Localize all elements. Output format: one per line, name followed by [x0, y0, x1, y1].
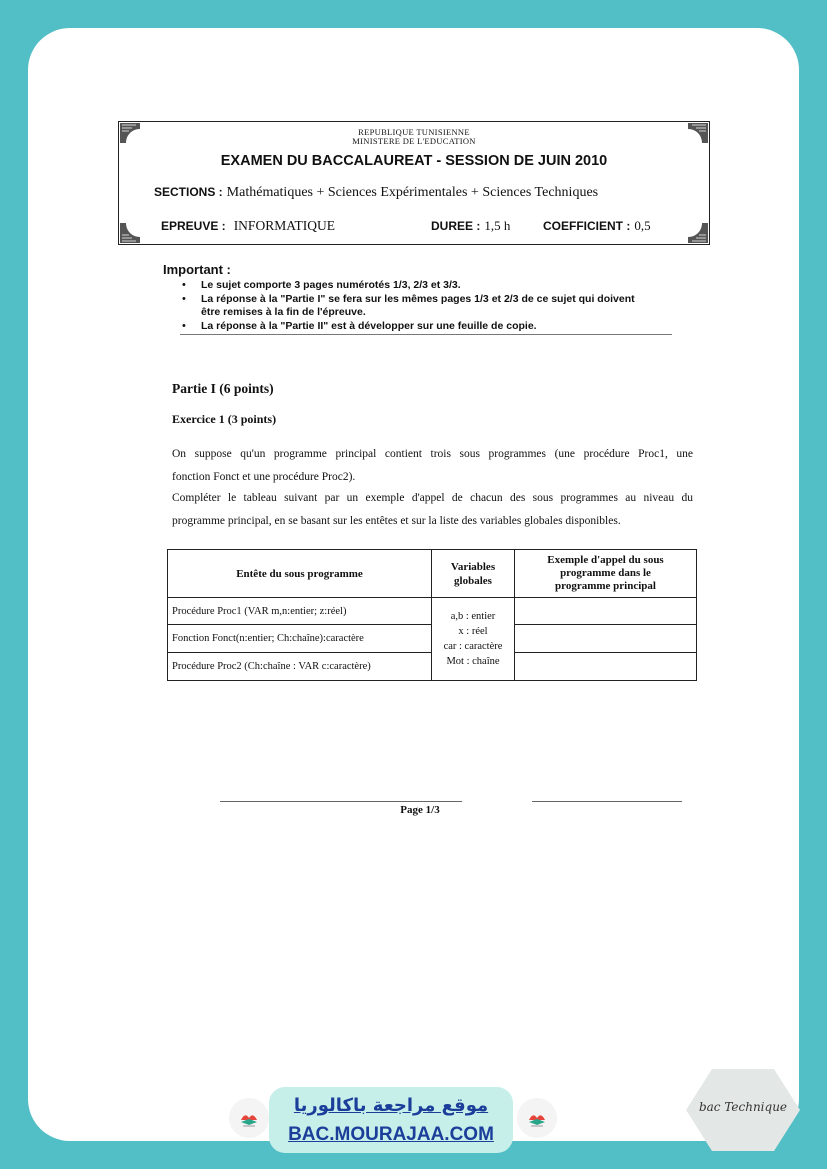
footer-rule-left [220, 801, 462, 802]
table-header-row [168, 550, 697, 598]
exam-title: EXAMEN DU BACCALAUREAT - SESSION DE JUIN 2010 [220, 153, 608, 169]
entete-cell: Fonction Fonct(n:entier; Ch:chaîne):caractère [168, 625, 432, 653]
paragraph-line: fonction Fonct et une procédure Proc2). [172, 471, 356, 483]
answer-cell[interactable] [515, 598, 697, 625]
corner-ornament-icon [120, 223, 140, 243]
header-line: globales [454, 574, 492, 587]
badge-text: bac Technique [698, 1100, 788, 1114]
paragraph-line: Compléter le tableau suivant par un exemple d'appel de chacun des sous programmes au niveau du [172, 492, 693, 504]
bullet-dot: • [182, 279, 186, 291]
variable-line: a,b : entier [450, 611, 496, 622]
table-row [168, 598, 697, 625]
duree-value: 1,5 h [484, 218, 511, 233]
exercice-title: Exercice 1 (3 points) [172, 412, 277, 426]
important-title: Important : [163, 262, 231, 277]
important-item: Le sujet comporte 3 pages numérotés 1/3, 2/3 et 3/3. [201, 279, 461, 291]
site-banner[interactable] [269, 1087, 513, 1153]
header-line: programme dans le [560, 567, 651, 579]
important-item: La réponse à la "Partie I" se fera sur les mêmes pages 1/3 et 2/3 de ce sujet qui doivent [201, 293, 635, 305]
variable-line: car : caractère [443, 641, 503, 652]
sections-label: SECTIONS : [154, 185, 223, 199]
logo-left [229, 1098, 269, 1138]
paragraph-line: programme principal, en se basant sur les entêtes et sur la liste des variables globales disponibles. [172, 515, 621, 527]
coefficient-line [543, 217, 651, 235]
important-item-continuation: être remises à la fin de l'épreuve. [201, 306, 366, 318]
answer-cell[interactable] [515, 625, 697, 653]
header-line: programme principal [555, 580, 656, 592]
sections-value: Mathématiques + Sciences Expérimentales + Sciences Techniques [226, 185, 599, 200]
variable-line: x : réel [458, 626, 488, 637]
header-line: Exemple d'appel du sous [547, 554, 664, 566]
answer-cell[interactable] [515, 653, 697, 681]
exam-header-box [118, 121, 710, 245]
bullet-dot: • [182, 320, 186, 332]
page-number: Page 1/3 [400, 804, 440, 816]
epreuve-line [161, 217, 335, 235]
ministry-label: MINISTERE DE L'EDUCATION [352, 136, 476, 146]
paragraph-line: On suppose qu'un programme principal contient trois sous programmes (une procédure Proc1, une [172, 448, 693, 460]
entete-cell: Procédure Proc1 (VAR m,n:entier; z:réel) [168, 598, 432, 625]
duree-label: DUREE : [431, 219, 481, 233]
variable-line: Mot : chaîne [446, 656, 500, 667]
republic-label: REPUBLIQUE TUNISIENNE [358, 127, 470, 137]
book-logo-icon [229, 1098, 269, 1138]
site-arabic-name: موقع مراجعة باكالوريا [293, 1095, 489, 1116]
table-header-cell: Entête du sous programme [168, 550, 432, 598]
bullet-dot: • [182, 293, 186, 305]
footer-rule-right [532, 801, 682, 802]
variables-cell [432, 598, 515, 681]
sections-line [154, 183, 598, 201]
coefficient-label: COEFFICIENT : [543, 219, 631, 233]
logo-right [517, 1098, 557, 1138]
epreuve-value: INFORMATIQUE [233, 218, 335, 233]
partie-title: Partie I (6 points) [172, 381, 274, 396]
epreuve-label: EPREUVE : [161, 219, 226, 233]
table-header-cell [515, 550, 697, 598]
table-header-cell [432, 550, 515, 598]
entete-cell: Procédure Proc2 (Ch:chaîne : VAR c:caractère) [168, 653, 432, 681]
header-line: Variables [450, 560, 496, 573]
duree-line [431, 217, 510, 235]
subprogram-table [167, 549, 697, 681]
book-logo-icon [517, 1098, 557, 1138]
site-url-link[interactable]: BAC.MOURAJAA.COM [288, 1124, 494, 1145]
coefficient-value: 0,5 [634, 218, 651, 233]
corner-ornament-icon [688, 223, 708, 243]
important-item: La réponse à la "Partie II" est à développer sur une feuille de copie. [201, 320, 537, 332]
important-underline [180, 334, 672, 335]
